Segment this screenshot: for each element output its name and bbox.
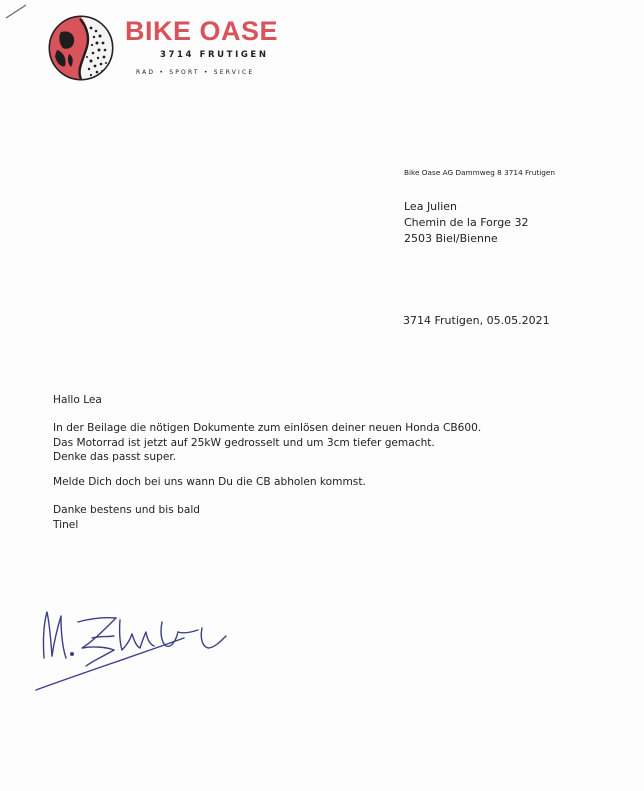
closing-phrase: Danke bestens und bis bald	[53, 504, 200, 516]
letter-paragraph-2: Melde Dich doch bei uns wann Du die CB abholen kommst.	[53, 476, 366, 488]
handwritten-signature	[34, 598, 244, 693]
recipient-street: Chemin de la Forge 32	[404, 216, 529, 229]
letter-greeting: Hallo Lea	[53, 394, 102, 406]
letter-paragraph-1	[53, 421, 481, 465]
corner-mark	[4, 2, 34, 20]
paragraph-1-line: In der Beilage die nötigen Dokumente zum einlösen deiner neuen Honda CB600.	[53, 422, 482, 434]
brand-tagline: RAD • SPORT • SERVICE	[136, 69, 255, 76]
brand-name: BIKE OASE	[125, 16, 279, 46]
recipient-address	[404, 199, 528, 247]
date-line: 3714 Frutigen, 05.05.2021	[403, 314, 550, 327]
brand-place: 3714 FRUTIGEN	[160, 50, 269, 60]
bike-oase-logo	[47, 14, 115, 82]
sender-name: Tinel	[53, 518, 79, 531]
recipient-name: Lea Julien	[404, 200, 458, 213]
sender-address-line: Bike Oase AG Dammweg 8 3714 Frutigen	[404, 168, 555, 177]
paragraph-1-line: Denke das passt super.	[53, 451, 177, 463]
recipient-city: 2503 Biel/Bienne	[404, 232, 498, 245]
letter-closing	[53, 503, 200, 532]
paragraph-1-line: Das Motorrad ist jetzt auf 25kW gedrosselt und um 3cm tiefer gemacht.	[53, 436, 435, 449]
